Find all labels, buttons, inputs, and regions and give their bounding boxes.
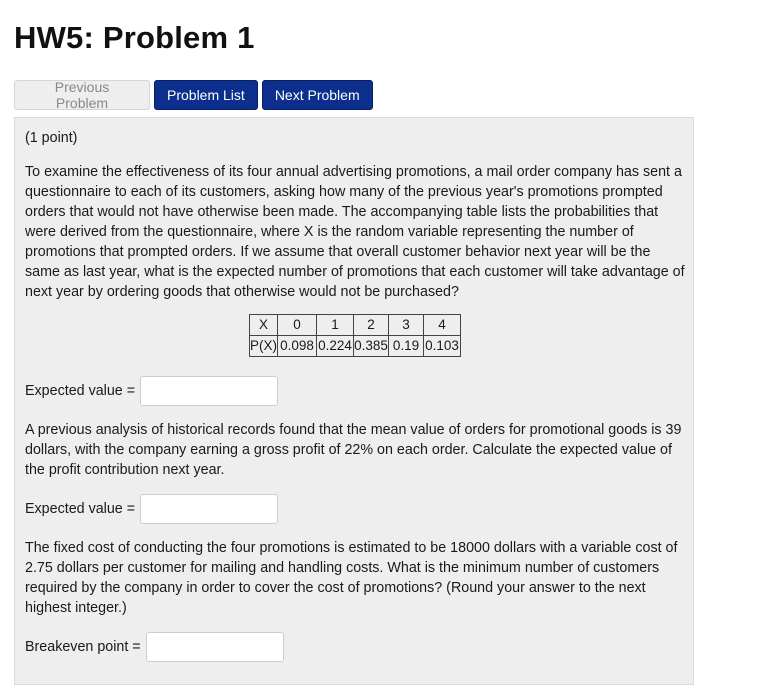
table-header-p: P(X) [250, 336, 278, 357]
problem-navigation [14, 80, 373, 110]
breakeven-label: Breakeven point = [25, 639, 141, 655]
expected-value-label: Expected value = [25, 383, 136, 399]
table-cell: 3 [389, 315, 424, 336]
table-cell: 0.224 [317, 336, 354, 357]
breakeven-question-text: The fixed cost of conducting the four promotions is estimated to be 18000 dollars with a variable cost of 2.75 dollars per customer for mailing and handling costs. What is the minimum number of customers required by the company in order to cover the cost of promotions? (Round your answer to the next highest integer.) [25, 540, 678, 616]
problem-intro-text: To examine the effectiveness of its four annual advertising promotions, a mail order company has sent a questionnaire to each of its customers, asking how many of the previous year's promotions prompted orders that would not have otherwise been made. The accompanying table lists the probabilities that were derived from the questionnaire, where X is the random variable representing the number of promotions that prompted orders. If we assume that overall customer behavior next year will be the same as last year, what is the expected number of promotions that each customer will take advantage of next year by ordering goods that otherwise would not be purchased? [25, 164, 685, 300]
expected-value-row-2 [25, 494, 278, 524]
table-cell: 0.19 [389, 336, 424, 357]
problem-panel [14, 117, 694, 685]
table-cell: 0.098 [278, 336, 317, 357]
problem-list-button[interactable]: Problem List [154, 80, 258, 110]
page-title: HW5: Problem 1 [14, 20, 255, 55]
table-row-x [250, 315, 461, 336]
table-cell: 0.385 [354, 336, 389, 357]
probability-table [249, 314, 461, 357]
table-cell: 1 [317, 315, 354, 336]
expected-value-row-1 [25, 376, 278, 406]
expected-value-label: Expected value = [25, 501, 136, 517]
table-cell: 0 [278, 315, 317, 336]
table-cell: 0.103 [424, 336, 461, 357]
profit-question-text: A previous analysis of historical records found that the mean value of orders for promotional goods is 39 dollars, with the company earning a gross profit of 22% on each order. Calculate the expected value of the profit contribution next year. [25, 422, 682, 478]
breakeven-input[interactable] [146, 632, 284, 662]
breakeven-row [25, 632, 284, 662]
expected-value-input-1[interactable] [140, 376, 278, 406]
table-cell: 4 [424, 315, 461, 336]
previous-problem-button[interactable]: Previous Problem [14, 80, 150, 110]
expected-value-input-2[interactable] [140, 494, 278, 524]
next-problem-button[interactable]: Next Problem [262, 80, 373, 110]
table-cell: 2 [354, 315, 389, 336]
table-header-x: X [250, 315, 278, 336]
table-row-p [250, 336, 461, 357]
points-label: (1 point) [25, 130, 78, 146]
